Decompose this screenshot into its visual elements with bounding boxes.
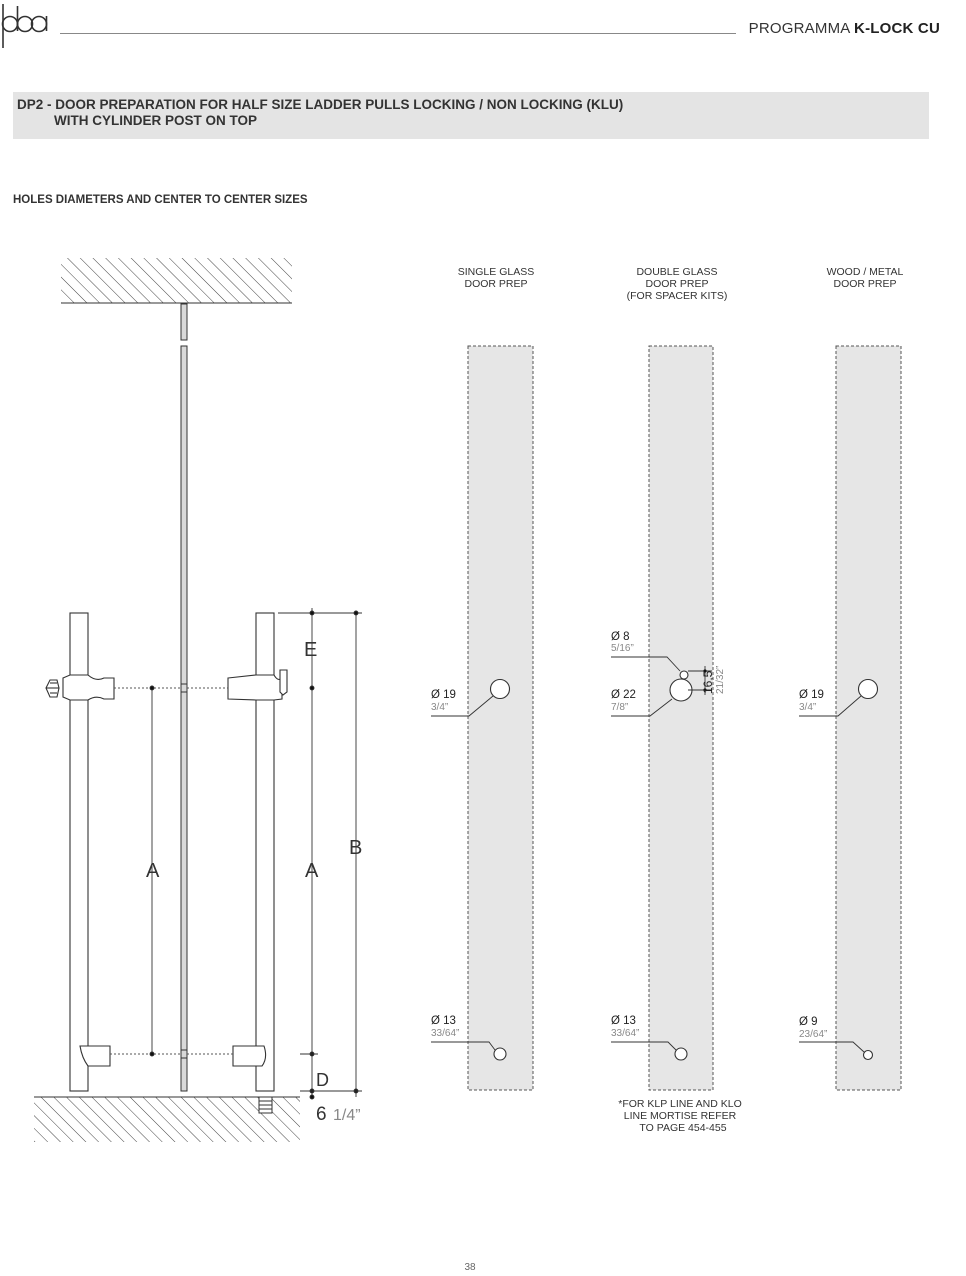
single-top-metric: Ø 19 <box>431 689 456 701</box>
wood-bottom-metric: Ø 9 <box>799 1016 818 1028</box>
wood-bottom-imperial: 23/64” <box>799 1029 828 1040</box>
wood-top-imperial: 3/4” <box>799 702 817 713</box>
single-heading-2: DOOR PREP <box>464 278 528 290</box>
page-number: 38 <box>464 1262 476 1273</box>
dim-label-bottom-main: 6 <box>316 1104 327 1125</box>
dim-label-d: D <box>316 1070 329 1090</box>
dim-label-a-left: A <box>146 860 160 882</box>
dim-label-e: E <box>304 639 318 661</box>
double-heading-1: DOUBLE GLASS <box>636 266 718 278</box>
wood-top-hole <box>859 680 878 699</box>
single-top-hole <box>491 680 510 699</box>
dim-label-a-right: A <box>305 860 319 882</box>
wood-heading-2: DOOR PREP <box>833 278 897 290</box>
double-small-imperial: 5/16” <box>611 643 634 654</box>
door-glass <box>181 304 187 1091</box>
double-glass-panel <box>649 346 713 1090</box>
double-heading-3: (FOR SPACER KITS) <box>626 290 728 302</box>
double-bottom-metric: Ø 13 <box>611 1015 636 1027</box>
footnote-line-2: LINE MORTISE REFER <box>623 1110 737 1122</box>
left-pull <box>46 613 114 1091</box>
dim-label-bottom-fraction: 1/4” <box>333 1107 361 1124</box>
single-bottom-hole <box>494 1048 506 1060</box>
double-spacing-metric: 16,5 <box>701 670 715 694</box>
wood-top-metric: Ø 19 <box>799 689 824 701</box>
double-heading-2: DOOR PREP <box>645 278 709 290</box>
section-heading: HOLES DIAMETERS AND CENTER TO CENTER SIZES <box>13 194 308 206</box>
single-heading-1: SINGLE GLASS <box>457 266 535 278</box>
dim-label-b: B <box>349 837 363 859</box>
title-line-2: WITH CYLINDER POST ON TOP <box>54 113 258 128</box>
double-top-imperial: 7/8” <box>611 702 629 713</box>
double-small-hole <box>680 671 688 679</box>
single-bottom-metric: Ø 13 <box>431 1015 456 1027</box>
double-bottom-hole <box>675 1048 687 1060</box>
wood-metal-panel <box>836 346 901 1090</box>
footnote-line-1: *FOR KLP LINE AND KLO <box>618 1098 742 1110</box>
programma-name: K-LOCK CU <box>854 20 940 37</box>
title-line-1: DP2 - DOOR PREPARATION FOR HALF SIZE LADDER PULLS LOCKING / NON LOCKING (KLU) <box>17 97 624 112</box>
single-bottom-imperial: 33/64” <box>431 1028 460 1039</box>
double-spacing-imperial: 21/32” <box>715 665 726 694</box>
double-small-metric: Ø 8 <box>611 631 630 643</box>
footnote-line-3: TO PAGE 454-455 <box>639 1122 727 1134</box>
single-top-imperial: 3/4” <box>431 702 449 713</box>
single-glass-panel <box>468 346 533 1090</box>
double-top-metric: Ø 22 <box>611 689 636 701</box>
ceiling-hatch <box>61 258 292 303</box>
double-bottom-imperial: 33/64” <box>611 1028 640 1039</box>
wood-bottom-hole <box>864 1051 873 1060</box>
right-pull <box>228 613 287 1091</box>
wood-heading-1: WOOD / METAL <box>826 266 904 278</box>
programma-label: PROGRAMMA K-LOCK CU <box>748 20 940 37</box>
floor-anchor <box>259 1097 272 1113</box>
